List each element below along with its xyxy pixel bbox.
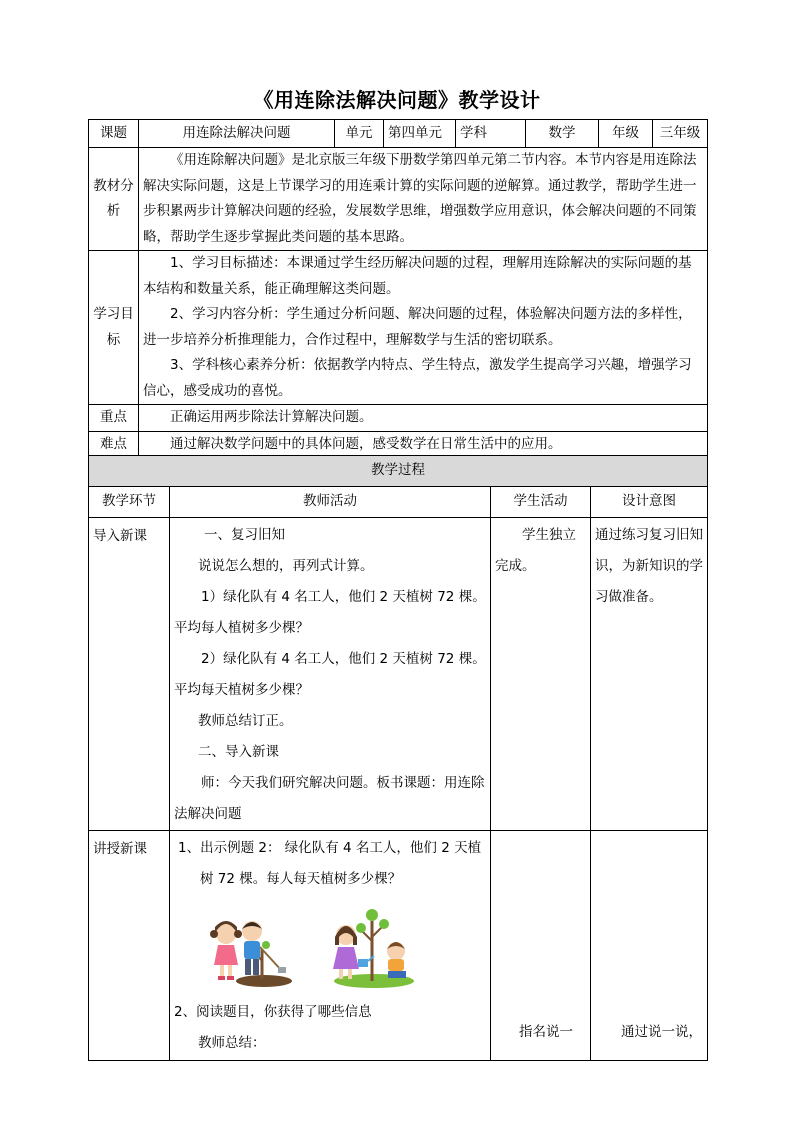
material-paragraph: 《用连除解决问题》是北京版三年级下册数学第四单元第二节内容。本节内容是用连除法解决实际问题，这是上节课学习的用连乘计算的实际问题的逆解算。通过教学，帮助学生进一步积累两步计算解决问题的经验，发展数学思维，增强数学应用意识，体会解决问题的不同策略，帮助学生逐步掌握此类问题的基本思路。 [143,152,697,245]
subject-value: 数学 [526,120,599,148]
intro-line: 2）绿化队有 4 名工人，他们 2 天植树 72 棵。平均每天植树多少棵？ [174,651,486,698]
teach-teacher-activity [170,831,491,1061]
difficulty-paragraph: 通过解决数学问题中的具体问题，感受数学在日常生活中的应用。 [170,436,562,453]
teach-student-text: 指名说一 [519,1024,573,1040]
unit-value: 第四单元 [384,120,456,148]
goal-item: 1、学习目标描述：本课通过学生经历解决问题的过程，理解用连除解决的实际问题的基本结构和数量关系，能正确理解这类问题。 [143,255,692,297]
intro-intent-text: 通过练习复习旧知识，为新知识的学习做准备。 [595,527,703,605]
intro-line: 说说怎么想的，再列式计算。 [198,558,374,574]
column-header: 教学环节 [89,487,170,518]
subject-label: 学科 [456,120,526,148]
tree-planting-illustration [174,901,486,991]
grade-value: 三年级 [653,120,708,148]
goal-item: 2、学习内容分析：学生通过分析问题、解决问题的过程，体验解决问题方法的多样性，进一步培养分析推理能力，合作过程中，理解数学与生活的密切联系。 [143,306,692,348]
stage-teach: 讲授新课 [89,831,170,1061]
teach-line: 2、阅读题目，你获得了哪些信息 [174,1004,372,1020]
goals-label: 学习目标 [89,251,139,405]
grade-label: 年级 [599,120,653,148]
table-row [89,518,708,831]
material-text [139,148,708,251]
goal-item: 3、学科核心素养分析：依据教学内特点、学生特点，激发学生提高学习兴趣，增强学习信心，感受成功的喜悦。 [143,357,692,399]
teach-line: 教师总结： [198,1035,266,1051]
key-point-label: 重点 [89,405,139,432]
process-table [88,455,708,1061]
teach-student-activity [491,831,591,1061]
info-table [88,119,708,459]
children-planting-trees-icon [174,901,434,991]
goals-text [139,251,708,405]
intro-student-text: 学生独立完成。 [495,527,576,574]
topic-label: 课题 [89,120,139,148]
page-title: 《用连除法解决问题》教学设计 [253,88,541,112]
column-header: 学生活动 [491,487,591,518]
difficulty-label: 难点 [89,432,139,459]
intro-line: 二、导入新课 [198,744,279,760]
stage-intro: 导入新课 [89,518,170,831]
intro-student-activity [491,518,591,831]
teach-intent-text: 通过说一说， [621,1024,702,1040]
column-header: 设计意图 [591,487,708,518]
key-point-paragraph: 正确运用两步除法计算解决问题。 [170,409,373,426]
column-header: 教师活动 [170,487,491,518]
process-column-headers [89,487,708,518]
material-label: 教材分析 [89,148,139,251]
topic-value: 用连除法解决问题 [139,120,335,148]
intro-line: 一、复习旧知 [204,527,285,543]
intro-intent [591,518,708,831]
intro-line: 1）绿化队有 4 名工人，他们 2 天植树 72 棵。平均每人植树多少棵？ [174,589,486,636]
key-point-text [139,405,708,432]
intro-teacher-activity [170,518,491,831]
intro-line: 教师总结订正。 [198,713,293,729]
intro-line: 师：今天我们研究解决问题。板书课题：用连除法解决问题 [174,775,485,822]
process-header: 教学过程 [89,456,708,487]
teach-line: 1、出示例题 2： 绿化队有 4 名工人，他们 2 天植树 72 棵。每人每天植树多少棵？ [178,840,482,887]
unit-label: 单元 [335,120,384,148]
table-row [89,831,708,1061]
teach-intent [591,831,708,1061]
